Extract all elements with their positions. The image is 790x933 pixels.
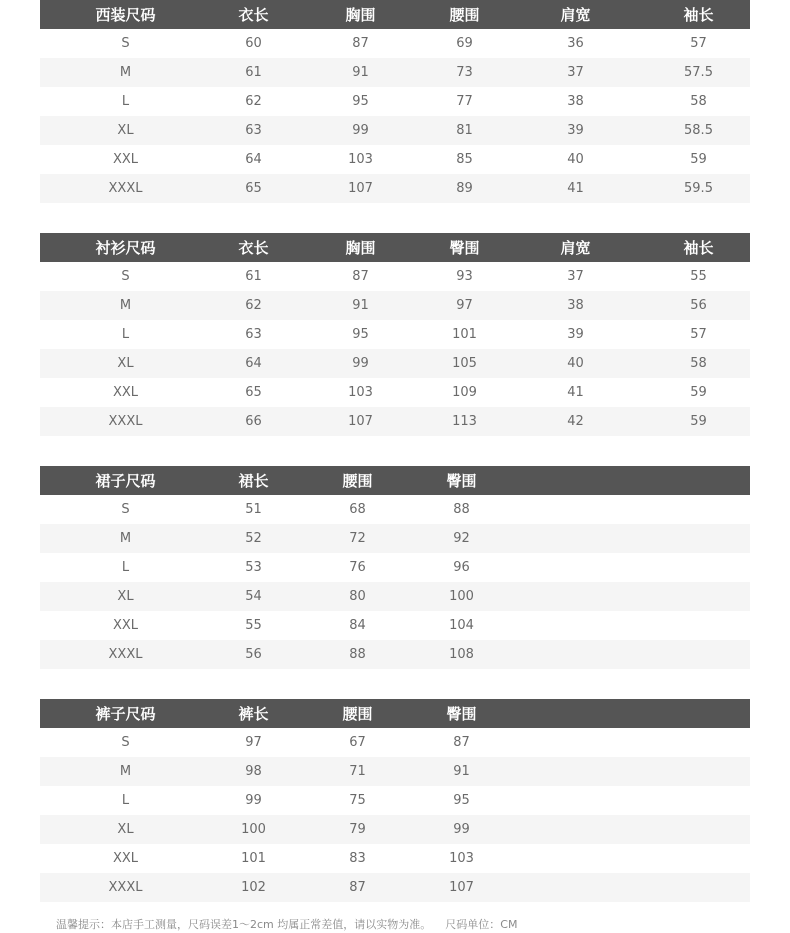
table-cell [647,786,750,815]
header-cell: 臀围 [449,239,480,257]
table-cell: 76 [349,560,366,575]
table-row [40,58,750,87]
table-cell: S [121,502,130,517]
table-cell: 75 [349,793,366,808]
table-cell [647,524,750,553]
table-cell [647,728,750,757]
table-cell: 57 [690,36,707,51]
table-cell [504,524,647,553]
table-cell: 104 [449,618,474,633]
table-cell: 66 [245,414,262,429]
table-cell: 92 [453,531,470,546]
table-cell: 67 [349,735,366,750]
table-cell: 105 [452,356,477,371]
table-cell: XXL [112,618,139,633]
table-cell: 100 [449,589,474,604]
table-cell: 95 [352,94,369,109]
header-cell: 肩宽 [560,239,591,257]
table-header-row [40,0,750,29]
table-row [40,262,750,291]
table-cell: 65 [245,385,262,400]
size-unit-label: 尺码单位：CM [445,918,518,931]
table-cell: 77 [456,94,473,109]
table-cell: 108 [449,647,474,662]
table-cell: 85 [456,152,473,167]
table-cell: 64 [245,356,262,371]
table-row [40,495,750,524]
table-cell: S [121,735,130,750]
table-cell: 71 [349,764,366,779]
header-cell: 臀围 [446,705,477,723]
table-cell: 52 [245,531,262,546]
table-cell: M [119,531,132,546]
table-cell: 65 [245,181,262,196]
header-cell: 衣长 [238,239,269,257]
table-cell: 99 [453,822,470,837]
table-cell: 72 [349,531,366,546]
table-cell: 91 [352,298,369,313]
table-cell [647,873,750,902]
table-cell: 107 [348,181,373,196]
table-cell: XL [117,822,134,837]
table-cell: 103 [449,851,474,866]
table-cell: 39 [567,327,584,342]
table-row [40,524,750,553]
table-cell: 40 [567,356,584,371]
table-cell [504,815,647,844]
table-row [40,378,750,407]
table-cell: 59 [690,385,707,400]
table-cell: L [121,327,130,342]
table-row [40,291,750,320]
table-header-row [40,233,750,262]
pants-size-table [40,699,750,902]
table-cell: 99 [352,123,369,138]
table-row [40,582,750,611]
header-cell: 胸围 [345,239,376,257]
table-cell: M [119,65,132,80]
table-cell: 87 [352,269,369,284]
table-cell: 84 [349,618,366,633]
header-cell: 衬衫尺码 [95,239,156,257]
table-cell: 57 [690,327,707,342]
table-cell: 113 [452,414,477,429]
table-cell [647,640,750,669]
header-cell: 裤长 [238,705,269,723]
table-cell: 56 [690,298,707,313]
table-cell: XXXL [108,181,143,196]
table-cell: S [121,36,130,51]
table-cell: M [119,298,132,313]
table-cell: 107 [348,414,373,429]
suit-size-table [40,0,750,203]
table-cell: 39 [567,123,584,138]
table-cell: XL [117,123,134,138]
table-row [40,349,750,378]
table-cell: 83 [349,851,366,866]
table-cell [647,611,750,640]
header-cell [504,699,647,728]
table-cell: 54 [245,589,262,604]
table-cell: 63 [245,327,262,342]
table-cell: 62 [245,94,262,109]
table-row [40,116,750,145]
table-cell: XL [117,356,134,371]
table-cell: 93 [456,269,473,284]
table-row [40,815,750,844]
table-cell: 91 [352,65,369,80]
table-row [40,553,750,582]
table-cell: S [121,269,130,284]
table-cell: 56 [245,647,262,662]
skirt-size-table [40,466,750,669]
table-cell: 97 [245,735,262,750]
table-cell: 59.5 [684,181,713,196]
table-cell: 41 [567,181,584,196]
table-cell: 53 [245,560,262,575]
table-cell: 69 [456,36,473,51]
table-cell: 102 [241,880,266,895]
header-cell: 腰围 [342,472,373,490]
table-cell: 51 [245,502,262,517]
table-cell [504,582,647,611]
header-cell: 胸围 [345,6,376,24]
table-cell: 100 [241,822,266,837]
header-cell [647,699,750,728]
table-row [40,873,750,902]
table-cell: 103 [348,385,373,400]
header-cell [647,466,750,495]
table-row [40,844,750,873]
table-cell: XXXL [108,880,143,895]
table-cell: 63 [245,123,262,138]
table-cell: 79 [349,822,366,837]
table-row [40,640,750,669]
header-cell: 裙长 [238,472,269,490]
table-cell: 37 [567,269,584,284]
table-header-row [40,466,750,495]
table-cell: 96 [453,560,470,575]
table-cell [504,553,647,582]
table-cell: XXL [112,851,139,866]
table-cell [504,757,647,786]
header-cell: 袖长 [683,6,714,24]
table-cell: 107 [449,880,474,895]
table-cell: 41 [567,385,584,400]
table-cell: 87 [352,36,369,51]
table-row [40,728,750,757]
table-cell: XL [117,589,134,604]
table-cell: 62 [245,298,262,313]
table-cell: XXL [112,385,139,400]
header-cell: 腰围 [449,6,480,24]
table-cell: 103 [348,152,373,167]
header-cell: 臀围 [446,472,477,490]
table-row [40,87,750,116]
table-cell [504,786,647,815]
table-cell: L [121,94,130,109]
table-cell: 58 [690,356,707,371]
table-row [40,320,750,349]
table-cell: 80 [349,589,366,604]
table-row [40,174,750,203]
table-cell: M [119,764,132,779]
table-cell: 38 [567,298,584,313]
table-cell: L [121,560,130,575]
table-cell: 81 [456,123,473,138]
measurement-note [56,916,517,932]
table-cell: 58.5 [684,123,713,138]
table-cell [504,611,647,640]
header-cell: 西装尺码 [95,6,156,24]
table-row [40,786,750,815]
table-cell: 68 [349,502,366,517]
note-text: 温馨提示：本店手工测量，尺码误差1～2cm 均属正常差值，请以实物为准。 [56,918,432,931]
header-cell: 裤子尺码 [95,705,156,723]
table-cell: 95 [352,327,369,342]
table-row [40,29,750,58]
table-cell: 87 [453,735,470,750]
table-cell: XXXL [108,414,143,429]
table-cell: 42 [567,414,584,429]
table-cell: 40 [567,152,584,167]
header-cell: 袖长 [683,239,714,257]
header-cell: 腰围 [342,705,373,723]
table-row [40,145,750,174]
table-header-row [40,699,750,728]
table-cell: 57.5 [684,65,713,80]
table-cell [504,495,647,524]
table-cell: 88 [349,647,366,662]
table-cell: 87 [349,880,366,895]
table-cell: 55 [245,618,262,633]
table-cell: 101 [452,327,477,342]
table-cell: 89 [456,181,473,196]
table-cell: 60 [245,36,262,51]
table-cell: 101 [241,851,266,866]
header-cell: 衣长 [238,6,269,24]
table-cell [647,757,750,786]
table-cell [647,553,750,582]
table-cell: 38 [567,94,584,109]
table-cell: 36 [567,36,584,51]
header-cell: 肩宽 [560,6,591,24]
table-cell [504,640,647,669]
table-row [40,611,750,640]
table-cell: 64 [245,152,262,167]
table-cell [647,495,750,524]
shirt-size-table [40,233,750,436]
table-cell: 59 [690,414,707,429]
table-row [40,407,750,436]
table-cell: 73 [456,65,473,80]
table-cell: 61 [245,65,262,80]
table-cell: 97 [456,298,473,313]
table-cell [504,728,647,757]
table-cell: 61 [245,269,262,284]
table-cell [647,815,750,844]
table-cell: 58 [690,94,707,109]
table-cell: 95 [453,793,470,808]
table-cell: XXL [112,152,139,167]
table-cell [647,582,750,611]
table-cell: 55 [690,269,707,284]
table-cell: 91 [453,764,470,779]
header-cell: 裙子尺码 [95,472,156,490]
header-cell [504,466,647,495]
table-cell: 98 [245,764,262,779]
table-cell: 99 [245,793,262,808]
table-cell: 88 [453,502,470,517]
table-cell: 109 [452,385,477,400]
table-cell [647,844,750,873]
table-cell: L [121,793,130,808]
table-row [40,757,750,786]
table-cell: XXXL [108,647,143,662]
table-cell [504,873,647,902]
table-cell: 37 [567,65,584,80]
table-cell [504,844,647,873]
table-cell: 99 [352,356,369,371]
table-cell: 59 [690,152,707,167]
